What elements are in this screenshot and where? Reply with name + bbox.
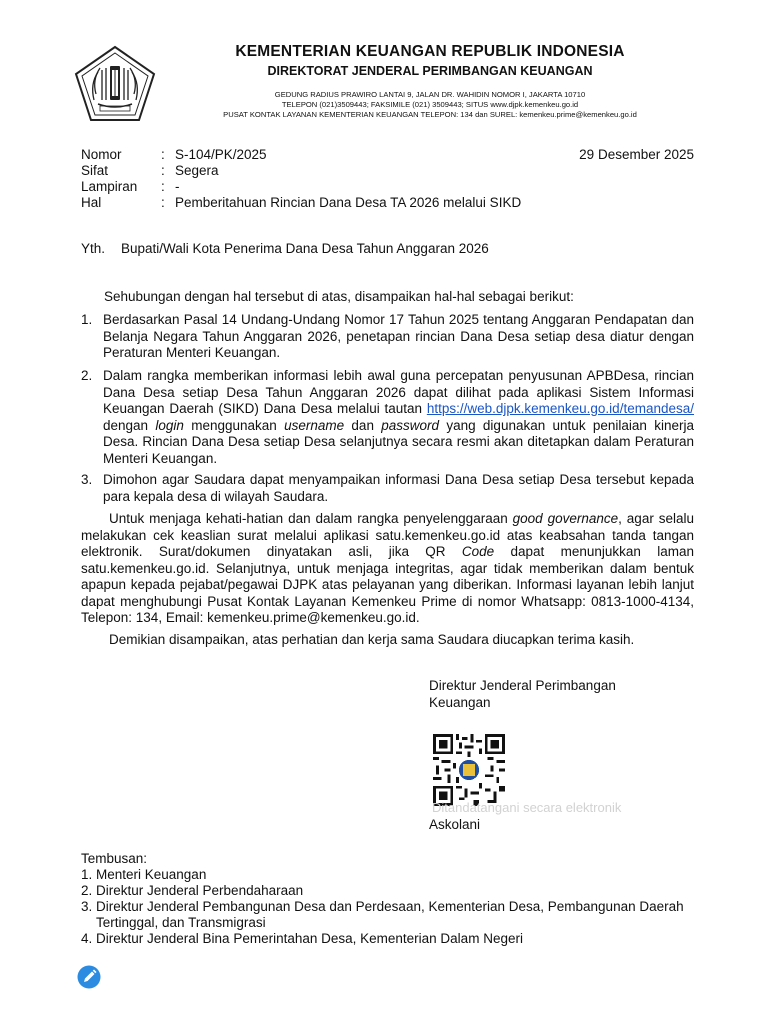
qr-code-icon xyxy=(433,734,505,806)
directorate-name: DIREKTORAT JENDERAL PERIMBANGAN KEUANGAN xyxy=(267,64,593,78)
list-text: Berdasarkan Pasal 14 Undang-Undang Nomor 17 Tahun 2025 tentang Anggaran Pendapatan dan Belanja Negara Tahun Anggaran 2026, penetapan rincian Dana Desa setiap desa diatur dengan Peraturan Menteri Keuangan. xyxy=(103,312,694,360)
meta-value: Segera xyxy=(175,163,219,178)
meta-colon: : xyxy=(161,147,165,162)
meta-key: Nomor xyxy=(81,147,122,162)
list-item-3 xyxy=(81,472,694,505)
cc-item: 2. Direktur Jenderal Perbendaharaan xyxy=(81,883,304,898)
cc-item: 3. Direktur Jenderal Pembangunan Desa dan Perdesaan, Kementerian Desa, Pembangunan Daerah Tertinggal, dan Transmigrasi xyxy=(81,899,684,930)
closing-paragraph: Demikian disampaikan, atas perhatian dan kerja sama Saudara diucapkan terima kasih. xyxy=(109,632,635,647)
ministry-name: KEMENTERIAN KEUANGAN REPUBLIK INDONESIA xyxy=(235,43,625,60)
office-address: GEDUNG RADIUS PRAWIRO LANTAI 9, JALAN DR. WAHIDIN NOMOR I, JAKARTA 10710 xyxy=(274,90,586,99)
list-text: Dalam rangka memberikan informasi lebih awal guna percepatan penyusunan APBDesa, rincian Dana Desa setiap Desa Tahun Anggaran 2026 dapat dilihat pada aplikasi Sistem Informasi Keuangan Daerah (SIKD) Dana Desa melalui tautan https://web.djpk.kemenkeu.go.id/temandesa/ dengan login menggunakan username dan password yang digunakan untuk penilaian kinerja Desa. Rincian Dana Desa setiap Desa selanjutnya secara resmi akan ditetapkan dalam Peraturan Menteri Keuangan. xyxy=(103,368,694,466)
addressee-name: Bupati/Wali Kota Penerima Dana Desa Tahun Anggaran 2026 xyxy=(121,241,489,256)
meta-value: S-104/PK/2025 xyxy=(175,147,267,162)
meta-row-lampiran xyxy=(81,179,521,195)
signature-line-1: Direktur Jenderal Perimbangan xyxy=(429,678,616,693)
meta-row-nomor xyxy=(81,147,521,163)
meta-key: Sifat xyxy=(81,163,109,178)
meta-key: Lampiran xyxy=(81,179,138,194)
temandesa-link[interactable]: https://web.djpk.kemenkeu.go.id/temandesa/ xyxy=(426,401,694,416)
signature-line-2: Keuangan xyxy=(429,694,491,710)
meta-value: - xyxy=(175,179,180,194)
integrity-paragraph: Untuk menjaga kehati-hatian dan dalam rangka penyelenggaraan good governance, agar selalu melakukan cek keaslian surat melalui aplikasi satu.kemenkeu.go.id atas keabsahan tanda tangan elektronik. Surat/dokumen dinyatakan asli, jika QR Code dapat menunjukkan laman satu.kemenkeu.go.id. Selanjutnya, untuk menjaga integritas, agar tidak memberikan dalam bentuk apapun kepada pejabat/pegawai DJPK atas pelayanan yang diberikan. Informasi layanan lebih lanjut dapat menghubungi Pusat Kontak Layanan Kemenkeu Prime di nomor Whatsapp: 0813-1000-4134, Telepon: 134, Email: kemenkeu.prime@kemenkeu.go.id. xyxy=(81,511,695,625)
meta-value: Pemberitahuan Rincian Dana Desa TA 2026 melalui SIKD xyxy=(175,195,522,210)
cc-item: 1. Menteri Keuangan xyxy=(81,867,207,882)
list-number: 1. xyxy=(81,312,93,327)
meta-key: Hal xyxy=(81,195,102,210)
contact-center: PUSAT KONTAK LAYANAN KEMENTERIAN KEUANGAN TELEPON: 134 dan SUREL: kemenkeu.prime@kemenkeu.go.id xyxy=(223,110,637,119)
cc-item: 4. Direktur Jenderal Bina Pemerintahan Desa, Kementerian Dalam Negeri xyxy=(81,931,523,946)
list-item-2 xyxy=(81,368,694,467)
signature-title xyxy=(429,678,616,711)
list-number: 3. xyxy=(81,472,93,487)
meta-colon: : xyxy=(161,163,165,178)
letter-date: 29 Desember 2025 xyxy=(579,147,694,162)
edit-pen-icon[interactable] xyxy=(77,965,101,989)
addressee-label: Yth. xyxy=(81,241,106,256)
carbon-copy-list xyxy=(81,851,694,947)
list-number: 2. xyxy=(81,368,93,383)
meta-row-sifat xyxy=(81,163,521,179)
electronic-signature-note: Ditandatangani secara elektronik xyxy=(432,800,622,815)
cc-title: Tembusan: xyxy=(81,851,148,866)
meta-colon: : xyxy=(161,195,165,210)
office-phone: TELEPON (021)3509443; FAKSIMILE (021) 3509443; SITUS www.djpk.kemenkeu.go.id xyxy=(281,100,579,109)
ministry-logo-icon xyxy=(72,44,158,124)
list-item-1 xyxy=(81,312,694,362)
signer-name: Askolani xyxy=(429,817,481,832)
intro-paragraph: Sehubungan dengan hal tersebut di atas, disampaikan hal-hal sebagai berikut: xyxy=(104,289,574,304)
meta-colon: : xyxy=(161,179,165,194)
meta-row-hal xyxy=(81,195,521,211)
list-text: Dimohon agar Saudara dapat menyampaikan informasi Dana Desa setiap Desa tersebut kepada para kepala desa di wilayah Saudara. xyxy=(103,472,694,504)
addressee xyxy=(81,241,489,256)
letter-meta xyxy=(81,147,521,211)
